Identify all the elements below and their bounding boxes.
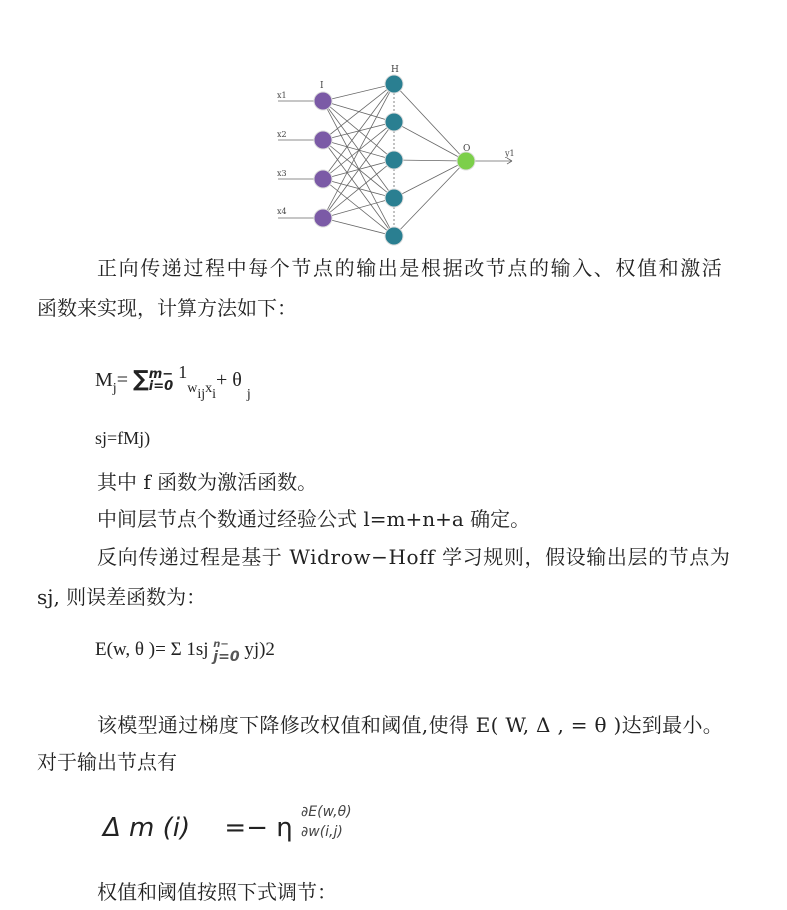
input-layer-label: I [320,81,324,91]
error-sum-upper: n− [213,638,229,650]
formula-mj [95,360,251,407]
connection-edge [394,84,466,161]
sum-upper-limit: m− [148,367,174,383]
formula-mj-lhs: M [95,369,113,391]
sum-lower-limit: i=0 [148,379,174,395]
formula-mj-theta: + θ [216,369,242,391]
connection-edge [323,101,394,198]
connection-edge [394,122,466,161]
paragraph-gradient-line1: 该模型通过梯度下降修改权值和阈值,使得 E( W, Δ , = θ )达到最小。 [97,713,724,737]
input-label-x1: x1 [277,91,287,100]
connection-edge [394,160,466,161]
paragraph-backward-line1: 反向传递过程是基于 Widrow−Hoff 学习规则，假设输出层的节点为 [97,545,731,569]
input-node [314,131,332,149]
output-node [457,152,475,170]
hidden-node [385,75,403,93]
paragraph-hidden-count: 中间层节点个数通过经验公式 l=m+n+a 确定。 [97,507,531,531]
formula-error-rhs: yj)2 [239,639,275,660]
formula-error-lhs: E(w, θ )= Σ 1sj [95,639,214,660]
formula-mj-eq: = [116,369,128,391]
formula-delta-denominator: ∂w(i,j) [301,823,343,840]
formula-error [95,638,275,663]
formula-mj-lhs-sub: j [112,381,117,396]
paragraph-activation: 其中 f 函数为激活函数。 [97,470,318,494]
formula-mj-x-sub: i [212,387,217,402]
connection-edge [394,161,466,198]
error-sum-lower: j=0 [213,648,240,665]
hidden-node [385,113,403,131]
input-label-x2: x2 [277,130,287,139]
formula-delta [103,803,352,844]
hidden-node [385,189,403,207]
hidden-node [385,227,403,245]
sigma-symbol: ∑ [132,367,149,392]
input-node [314,170,332,188]
input-label-x3: x3 [277,169,287,178]
input-label-x4: x4 [277,207,287,216]
paragraph-forward-line1: 正向传递过程中每个节点的输出是根据改节点的输入、权值和激活 [97,256,724,280]
formula-delta-lhs: Δ m (i) [103,813,191,843]
formula-mj-w-sub: ij [197,387,206,402]
paragraph-backward-line2: sj, 则误差函数为： [37,585,207,609]
hidden-layer-label: H [391,65,399,75]
formula-mj-w: w [187,381,198,396]
connection-edge [394,161,466,236]
output-arrowhead [507,158,512,161]
formula-mj-theta-sub: j [246,387,251,402]
formula-mj-one: 1 [178,362,188,382]
input-node [314,92,332,110]
output-arrowhead [507,161,512,164]
output-label-y1: y1 [505,149,515,158]
paragraph-forward-line2: 函数来实现，计算方法如下： [37,296,297,320]
output-layer-label: O [463,144,471,154]
neural-network-diagram [0,0,787,250]
formula-delta-numerator: ∂E(w,θ) [301,803,352,820]
formula-delta-eq: =− η [224,813,293,843]
paragraph-gradient-line2: 对于输出节点有 [37,750,177,774]
formula-mj-x: x [205,381,213,396]
paragraph-adjust: 权值和阈值按照下式调节： [97,880,337,904]
formula-sj: sj=fMj) [95,428,151,448]
hidden-node [385,151,403,169]
input-node [314,209,332,227]
